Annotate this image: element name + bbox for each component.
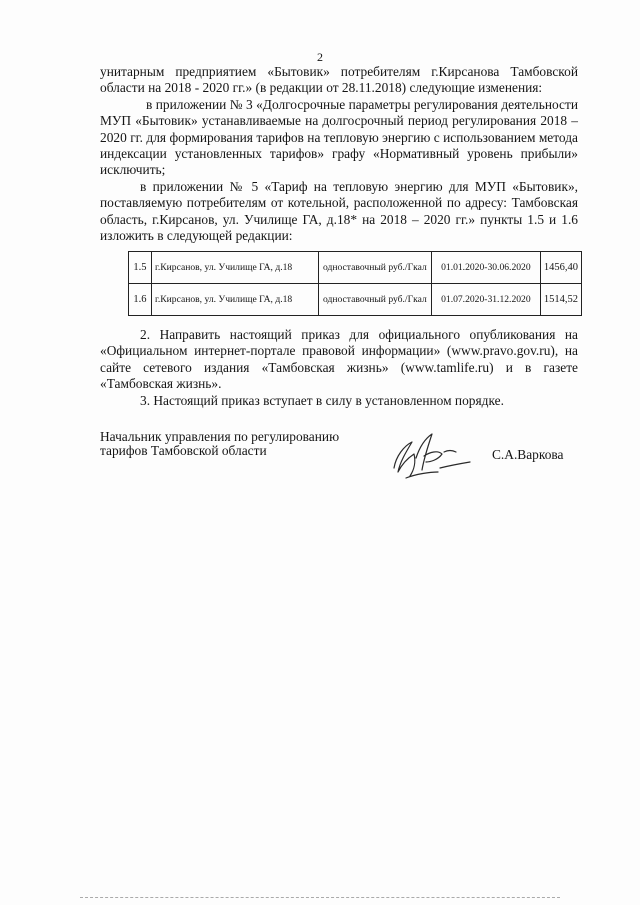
- signatory-title-line2: тарифов Тамбовской области: [100, 443, 267, 458]
- row-tariff-type: одноставочный руб./Гкал: [318, 284, 431, 316]
- row-value: 1456,40: [540, 252, 581, 284]
- scan-edge-line: [80, 897, 560, 899]
- order-text-after-table: [100, 327, 578, 409]
- row-address: г.Кирсанов, ул. Училище ГА, д.18: [151, 284, 318, 316]
- paragraph-effective: 3. Настоящий приказ вступает в силу в установленном порядке.: [140, 392, 504, 408]
- paragraph-appendix-5: в приложении № 5 «Тариф на тепловую энергию для МУП «Бытовик», поставляемую потребителям от котельной, расположенной по адресу: Тамбовская область, г.Кирсанов, ул. Училище ГА, д.18* на 2018 – 2020 гг.» пункты 1.5 и 1.6 изложить в следующей редакции:: [100, 178, 578, 244]
- page-number: 2: [317, 50, 323, 64]
- tariff-table: [128, 251, 582, 316]
- row-tariff-type: одноставочный руб./Гкал: [318, 252, 431, 284]
- row-period: 01.07.2020-31.12.2020: [431, 284, 540, 316]
- signatory-title: [100, 430, 339, 458]
- signatory-name: С.А.Варкова: [492, 447, 564, 462]
- row-number: 1.6: [129, 284, 152, 316]
- paragraph-appendix-3: в приложении № 3 «Долгосрочные параметры регулирования деятельности МУП «Бытовик» устанавливаемые на долгосрочный период регулирования 2018 – 2020 гг. для формирования тарифов на тепловую энергию с использованием метода индексации установленных тарифов» графу «Нормативный уровень прибыли» исключить;: [100, 96, 578, 178]
- row-value: 1514,52: [540, 284, 581, 316]
- paragraph-publication: 2. Направить настоящий приказ для официального опубликования на «Официальном интернет-портале правовой информации» (www.pravo.gov.ru), на сайте сетевого издания «Тамбовская жизнь» (www.tamlife.ru) и в газете «Тамбовская жизнь».: [100, 327, 578, 392]
- row-address: г.Кирсанов, ул. Училище ГА, д.18: [151, 252, 318, 284]
- row-period: 01.01.2020-30.06.2020: [431, 252, 540, 284]
- signatory-title-line1: Начальник управления по регулированию: [100, 429, 340, 444]
- row-number: 1.5: [129, 252, 152, 284]
- paragraph-intro: унитарным предприятием «Бытовик» потребителям г.Кирсанова Тамбовской области на 2018 - 2020 гг.» (в редакции от 28.11.2018) следующие изменения:: [100, 64, 578, 96]
- handwritten-signature: [386, 428, 476, 484]
- table-row: [129, 252, 582, 284]
- table-row: [129, 284, 582, 316]
- order-text-before-table: [100, 64, 578, 244]
